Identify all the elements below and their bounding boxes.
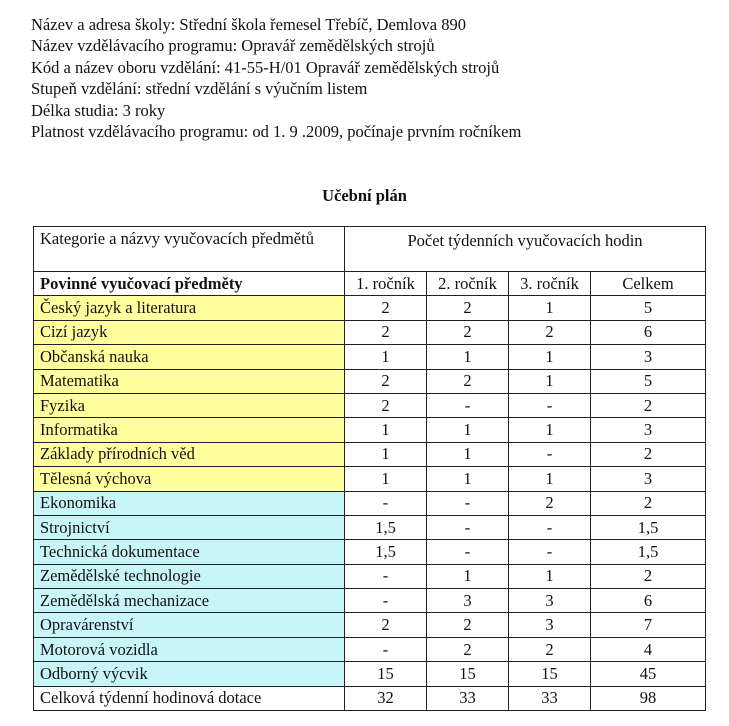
subject-name: Opravárenství bbox=[34, 613, 345, 637]
plan-title: Učební plán bbox=[322, 186, 407, 205]
total-hours: 7 bbox=[591, 613, 706, 637]
column-header-year-2: 2. ročník bbox=[427, 272, 509, 296]
year-1-hours: 1 bbox=[345, 345, 427, 369]
subject-name: Odborný výcvik bbox=[34, 662, 345, 686]
school-info bbox=[31, 14, 521, 142]
year-2-hours: - bbox=[427, 491, 509, 515]
column-header-year-3: 3. ročník bbox=[509, 272, 591, 296]
year-3-hours: 2 bbox=[509, 637, 591, 661]
subject-name: Tělesná výchova bbox=[34, 467, 345, 491]
subject-name: Základy přírodních věd bbox=[34, 442, 345, 466]
subject-name: Ekonomika bbox=[34, 491, 345, 515]
subject-name: Cizí jazyk bbox=[34, 320, 345, 344]
total-hours: 2 bbox=[591, 442, 706, 466]
year-2-hours: 1 bbox=[427, 467, 509, 491]
total-hours: 1,5 bbox=[591, 515, 706, 539]
year-2-hours: 1 bbox=[427, 418, 509, 442]
hours-header: Počet týdenních vyučovacích hodin bbox=[345, 227, 706, 272]
year-2-hours: 2 bbox=[427, 320, 509, 344]
total-hours: 6 bbox=[591, 589, 706, 613]
total-hours: 6 bbox=[591, 320, 706, 344]
total-hours: 2 bbox=[591, 491, 706, 515]
table-row bbox=[34, 662, 706, 686]
subject-name: Technická dokumentace bbox=[34, 540, 345, 564]
table-row bbox=[34, 418, 706, 442]
year-3-hours: - bbox=[509, 515, 591, 539]
table-row bbox=[34, 637, 706, 661]
category-header: Kategorie a názvy vyučovacích předmětů bbox=[34, 227, 345, 272]
total-hours: 4 bbox=[591, 637, 706, 661]
subject-name: Občanská nauka bbox=[34, 345, 345, 369]
year-1-hours: - bbox=[345, 637, 427, 661]
year-1-hours: 1,5 bbox=[345, 515, 427, 539]
year-1-hours: 1 bbox=[345, 442, 427, 466]
year-3-hours: - bbox=[509, 393, 591, 417]
year-1-hours: 2 bbox=[345, 369, 427, 393]
year-1-hours: 1 bbox=[345, 418, 427, 442]
year-2-hours: 1 bbox=[427, 564, 509, 588]
year-2-hours: 1 bbox=[427, 442, 509, 466]
program-name: Název vzdělávacího programu: Opravář zemědělských strojů bbox=[31, 36, 435, 56]
year-3-hours: 3 bbox=[509, 589, 591, 613]
subject-name: Matematika bbox=[34, 369, 345, 393]
column-header-row bbox=[34, 272, 706, 296]
column-header-total: Celkem bbox=[591, 272, 706, 296]
table-row bbox=[34, 589, 706, 613]
year-3-hours: 1 bbox=[509, 345, 591, 369]
table-row bbox=[34, 442, 706, 466]
subject-name: Český jazyk a literatura bbox=[34, 296, 345, 320]
curriculum-table bbox=[33, 226, 706, 711]
year-3-hours: 15 bbox=[509, 662, 591, 686]
year-1-hours: 15 bbox=[345, 662, 427, 686]
table-row bbox=[34, 613, 706, 637]
total-hours: 45 bbox=[591, 662, 706, 686]
year-1-hours: - bbox=[345, 564, 427, 588]
study-length: Délka studia: 3 roky bbox=[31, 100, 166, 120]
subject-name: Informatika bbox=[34, 418, 345, 442]
total-hours: 3 bbox=[591, 345, 706, 369]
year-2-hours: 2 bbox=[427, 613, 509, 637]
year-2-hours: 2 bbox=[427, 296, 509, 320]
total-hours: 3 bbox=[591, 467, 706, 491]
year-3-hours: 1 bbox=[509, 418, 591, 442]
subject-name: Fyzika bbox=[34, 393, 345, 417]
total-row bbox=[34, 686, 706, 710]
year-1-hours: 2 bbox=[345, 613, 427, 637]
subject-name: Motorová vozidla bbox=[34, 637, 345, 661]
total-hours: 5 bbox=[591, 296, 706, 320]
field-code-name: Kód a název oboru vzdělání: 41-55-H/01 Opravář zemědělských strojů bbox=[31, 57, 500, 77]
column-header-year-1: 1. ročník bbox=[345, 272, 427, 296]
year-1-hours: - bbox=[345, 589, 427, 613]
year-3-hours: 1 bbox=[509, 564, 591, 588]
total-hours: 2 bbox=[591, 393, 706, 417]
total-hours: 3 bbox=[591, 418, 706, 442]
year-2-hours: 15 bbox=[427, 662, 509, 686]
table-row bbox=[34, 491, 706, 515]
program-validity: Platnost vzdělávacího programu: od 1. 9 .2009, počínaje prvním ročníkem bbox=[31, 122, 522, 142]
year-2-hours: 2 bbox=[427, 637, 509, 661]
year-2-hours: 33 bbox=[427, 686, 509, 710]
table-row bbox=[34, 296, 706, 320]
subject-name: Zemědělská mechanizace bbox=[34, 589, 345, 613]
year-3-hours: 1 bbox=[509, 467, 591, 491]
year-2-hours: - bbox=[427, 393, 509, 417]
year-1-hours: 32 bbox=[345, 686, 427, 710]
total-hours: 2 bbox=[591, 564, 706, 588]
year-1-hours: 1 bbox=[345, 467, 427, 491]
table-row bbox=[34, 564, 706, 588]
year-3-hours: - bbox=[509, 442, 591, 466]
table-row bbox=[34, 540, 706, 564]
year-2-hours: 3 bbox=[427, 589, 509, 613]
year-2-hours: 2 bbox=[427, 369, 509, 393]
year-3-hours: 2 bbox=[509, 491, 591, 515]
section-label: Povinné vyučovací předměty bbox=[34, 272, 345, 296]
table-row bbox=[34, 515, 706, 539]
total-hours: 98 bbox=[591, 686, 706, 710]
total-label: Celková týdenní hodinová dotace bbox=[34, 686, 345, 710]
subject-name: Strojnictví bbox=[34, 515, 345, 539]
year-1-hours: 2 bbox=[345, 320, 427, 344]
school-name-address: Název a adresa školy: Střední škola řemesel Třebíč, Demlova 890 bbox=[31, 15, 466, 34]
year-3-hours: - bbox=[509, 540, 591, 564]
year-3-hours: 1 bbox=[509, 296, 591, 320]
year-1-hours: 2 bbox=[345, 393, 427, 417]
year-2-hours: 1 bbox=[427, 345, 509, 369]
education-level: Stupeň vzdělání: střední vzdělání s výučním listem bbox=[31, 79, 368, 99]
year-1-hours: 2 bbox=[345, 296, 427, 320]
table-row bbox=[34, 345, 706, 369]
year-1-hours: 1,5 bbox=[345, 540, 427, 564]
year-3-hours: 1 bbox=[509, 369, 591, 393]
total-hours: 5 bbox=[591, 369, 706, 393]
subject-name: Zemědělské technologie bbox=[34, 564, 345, 588]
year-3-hours: 2 bbox=[509, 320, 591, 344]
table-row bbox=[34, 369, 706, 393]
table-row bbox=[34, 393, 706, 417]
year-1-hours: - bbox=[345, 491, 427, 515]
total-hours: 1,5 bbox=[591, 540, 706, 564]
table-row bbox=[34, 467, 706, 491]
year-3-hours: 33 bbox=[509, 686, 591, 710]
year-2-hours: - bbox=[427, 515, 509, 539]
table-header-row bbox=[34, 227, 706, 272]
year-3-hours: 3 bbox=[509, 613, 591, 637]
table-row bbox=[34, 320, 706, 344]
year-2-hours: - bbox=[427, 540, 509, 564]
